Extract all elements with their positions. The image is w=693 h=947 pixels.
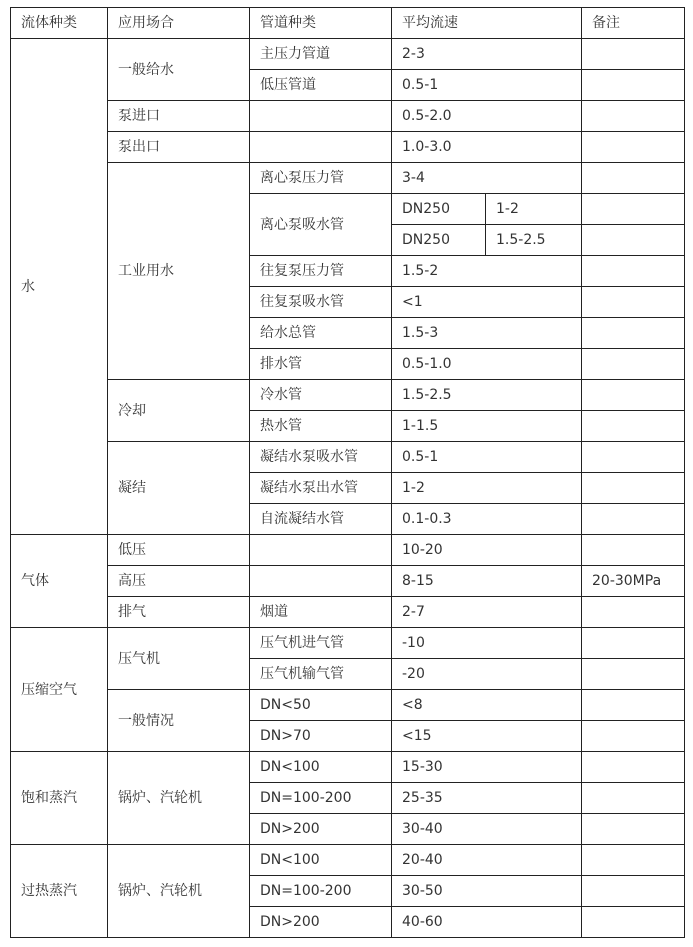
flow-velocity-table: [10, 7, 685, 938]
pipe-cell: 低压管道: [250, 70, 392, 101]
table-row: [11, 380, 685, 411]
note-cell: [582, 504, 685, 535]
pipe-cell: 烟道: [250, 597, 392, 628]
velocity-cell: 30-40: [392, 814, 582, 845]
pipe-cell: DN<100: [250, 752, 392, 783]
velocity-cell: 0.5-2.0: [392, 101, 582, 132]
pipe-cell: 给水总管: [250, 318, 392, 349]
pipe-cell: DN<50: [250, 690, 392, 721]
header-average-velocity: 平均流速: [392, 8, 582, 39]
pipe-cell: 凝结水泵出水管: [250, 473, 392, 504]
pipe-cell: DN>70: [250, 721, 392, 752]
note-cell: [582, 597, 685, 628]
note-cell: [582, 845, 685, 876]
application-cell: 锅炉、汽轮机: [108, 845, 250, 938]
velocity-cell: 1.5-3: [392, 318, 582, 349]
velocity-cell: 2-3: [392, 39, 582, 70]
note-cell: [582, 39, 685, 70]
table-row: [11, 442, 685, 473]
application-cell: 工业用水: [108, 163, 250, 380]
note-cell: [582, 287, 685, 318]
pipe-cell: 冷水管: [250, 380, 392, 411]
pipe-cell: 热水管: [250, 411, 392, 442]
velocity-cell: 15-30: [392, 752, 582, 783]
table-row: [11, 845, 685, 876]
note-cell: [582, 442, 685, 473]
pipe-cell: 压气机进气管: [250, 628, 392, 659]
note-cell: [582, 101, 685, 132]
fluid-cell-compressed-air: 压缩空气: [11, 628, 108, 752]
header-row: [11, 8, 685, 39]
velocity-cell: 25-35: [392, 783, 582, 814]
note-cell: [582, 132, 685, 163]
fluid-cell-water: 水: [11, 39, 108, 535]
note-cell: [582, 163, 685, 194]
table-row: [11, 566, 685, 597]
pipe-cell: 压气机输气管: [250, 659, 392, 690]
note-cell: [582, 349, 685, 380]
note-cell: [582, 411, 685, 442]
table-row: [11, 752, 685, 783]
fluid-cell-superheated-steam: 过热蒸汽: [11, 845, 108, 938]
pipe-cell: DN=100-200: [250, 783, 392, 814]
velocity-cell: 2-7: [392, 597, 582, 628]
pipe-cell: DN>200: [250, 907, 392, 938]
velocity-cell: 20-40: [392, 845, 582, 876]
note-cell: [582, 380, 685, 411]
application-cell: 冷却: [108, 380, 250, 442]
velocity-cell: 10-20: [392, 535, 582, 566]
velocity-cell: <1: [392, 287, 582, 318]
header-pipe-type: 管道种类: [250, 8, 392, 39]
application-cell: 锅炉、汽轮机: [108, 752, 250, 845]
velocity-cell: -20: [392, 659, 582, 690]
table-row: [11, 101, 685, 132]
pipe-cell: [250, 535, 392, 566]
pipe-cell: DN<100: [250, 845, 392, 876]
pipe-size-cell: DN250: [392, 225, 486, 256]
note-cell: [582, 70, 685, 101]
velocity-cell: 40-60: [392, 907, 582, 938]
velocity-cell: 1.5-2: [392, 256, 582, 287]
application-cell: 一般给水: [108, 39, 250, 101]
note-cell: [582, 256, 685, 287]
pipe-cell: [250, 132, 392, 163]
table-row: [11, 163, 685, 194]
table-row: [11, 628, 685, 659]
velocity-cell: 1.5-2.5: [392, 380, 582, 411]
header-application: 应用场合: [108, 8, 250, 39]
pipe-cell: 主压力管道: [250, 39, 392, 70]
velocity-cell: 0.5-1.0: [392, 349, 582, 380]
pipe-cell: 离心泵压力管: [250, 163, 392, 194]
pipe-cell: 排水管: [250, 349, 392, 380]
velocity-cell: 1.0-3.0: [392, 132, 582, 163]
application-cell: 压气机: [108, 628, 250, 690]
pipe-cell: [250, 566, 392, 597]
velocity-cell: 0.1-0.3: [392, 504, 582, 535]
velocity-cell: <8: [392, 690, 582, 721]
note-cell: [582, 690, 685, 721]
application-cell: 一般情况: [108, 690, 250, 752]
pipe-cell: [250, 101, 392, 132]
note-cell: [582, 225, 685, 256]
fluid-cell-gas: 气体: [11, 535, 108, 628]
velocity-cell: 30-50: [392, 876, 582, 907]
pipe-size-cell: DN250: [392, 194, 486, 225]
note-cell: [582, 318, 685, 349]
note-cell: [582, 721, 685, 752]
table-row: [11, 535, 685, 566]
velocity-cell: 1.5-2.5: [486, 225, 582, 256]
velocity-cell: 1-2: [392, 473, 582, 504]
fluid-cell-saturated-steam: 饱和蒸汽: [11, 752, 108, 845]
application-cell: 凝结: [108, 442, 250, 535]
note-cell: [582, 473, 685, 504]
note-cell: [582, 628, 685, 659]
table-row: [11, 132, 685, 163]
header-note: 备注: [582, 8, 685, 39]
note-cell: [582, 659, 685, 690]
velocity-cell: 1-2: [486, 194, 582, 225]
pipe-cell: 自流凝结水管: [250, 504, 392, 535]
velocity-cell: 3-4: [392, 163, 582, 194]
note-cell: [582, 535, 685, 566]
note-cell: [582, 194, 685, 225]
velocity-cell: 0.5-1: [392, 442, 582, 473]
pipe-cell: 往复泵吸水管: [250, 287, 392, 318]
note-cell: [582, 783, 685, 814]
table-row: [11, 597, 685, 628]
note-cell: [582, 752, 685, 783]
application-cell: 泵出口: [108, 132, 250, 163]
pipe-cell: DN=100-200: [250, 876, 392, 907]
note-cell: [582, 814, 685, 845]
pipe-cell: 往复泵压力管: [250, 256, 392, 287]
note-cell: [582, 876, 685, 907]
table-row: [11, 39, 685, 70]
pipe-cell: 离心泵吸水管: [250, 194, 392, 256]
velocity-cell: 1-1.5: [392, 411, 582, 442]
velocity-cell: <15: [392, 721, 582, 752]
velocity-cell: -10: [392, 628, 582, 659]
note-cell: 20-30MPa: [582, 566, 685, 597]
note-cell: [582, 907, 685, 938]
table-row: [11, 690, 685, 721]
pipe-cell: 凝结水泵吸水管: [250, 442, 392, 473]
application-cell: 排气: [108, 597, 250, 628]
table-wrapper: [10, 7, 685, 938]
application-cell: 高压: [108, 566, 250, 597]
pipe-cell: DN>200: [250, 814, 392, 845]
velocity-cell: 8-15: [392, 566, 582, 597]
application-cell: 低压: [108, 535, 250, 566]
application-cell: 泵进口: [108, 101, 250, 132]
velocity-cell: 0.5-1: [392, 70, 582, 101]
header-fluid-type: 流体种类: [11, 8, 108, 39]
